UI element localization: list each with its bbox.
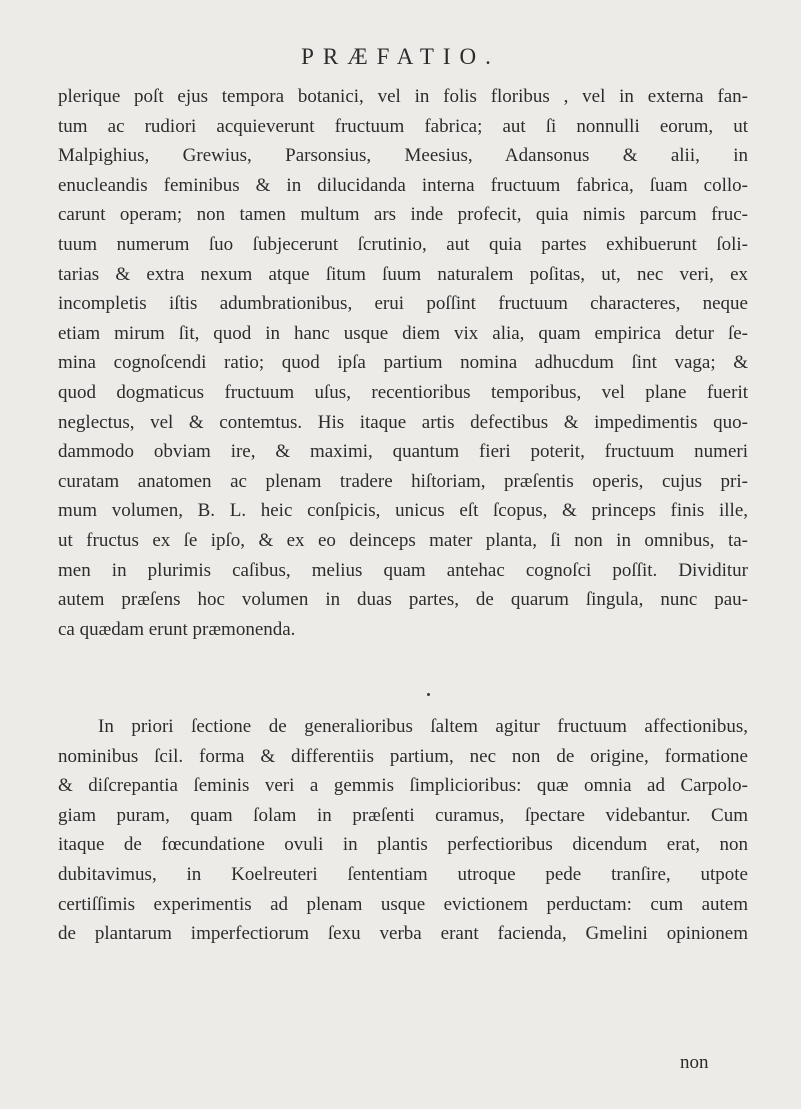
text-line: incompletis iſtis adumbrationibus, erui poſſint fructuum characteres, neque	[58, 293, 748, 315]
text-line: certiſſimis experimentis ad plenam usque evictionem perductam: cum autem	[58, 893, 748, 915]
paragraph-1	[58, 82, 748, 644]
text-line: itaque de fœcundatione ovuli in plantis perfectioribus dicendum erat, non	[58, 834, 748, 856]
text-line: plerique poſt ejus tempora botanici, vel in folis floribus , vel in externa fan-	[58, 86, 748, 107]
text-line: Malpighius, Grewius, Parsonsius, Meesius, Adansonus & alii, in	[58, 145, 748, 167]
text-line: curatam anatomen ac plenam tradere hiſtoriam, præſentis operis, cujus pri-	[58, 470, 748, 492]
text-line: ut fructus ex ſe ipſo, & ex eo deinceps mater planta, ſi non in omnibus, ta-	[58, 529, 748, 551]
text-line: & diſcrepantia ſeminis veri a gemmis ſimplicioribus: quæ omnia ad Carpolo-	[58, 775, 748, 797]
text-line: quod dogmaticus fructuum uſus, recentioribus temporibus, vel plane fuerit	[58, 381, 748, 403]
text-line: giam puram, quam ſolam in præſenti curamus, ſpectare videbantur. Cum	[58, 804, 748, 826]
text-line: carunt operam; non tamen multum ars inde profecit, quia nimis parcum fruc-	[58, 204, 748, 226]
text-line: de plantarum imperfectiorum ſexu verba erant facienda, Gmelini opinionem	[58, 923, 748, 945]
text-line: enucleandis feminibus & in dilucidanda interna fructuum fabrica, ſuam collo-	[58, 174, 748, 196]
text-line: men in plurimis caſibus, melius quam antehac cognoſci poſſit. Dividitur	[58, 559, 748, 581]
text-line: etiam mirum ſit, quod in hanc usque diem vix alia, quam empirica detur ſe-	[58, 322, 748, 344]
text-line: nominibus ſcil. forma & differentiis partium, nec non de origine, formatione	[58, 745, 748, 767]
page-header-title: PRÆFATIO.	[301, 44, 500, 69]
text-line: ca quædam erunt præmonenda.	[58, 618, 296, 640]
text-line: neglectus, vel & contemtus. His itaque artis defectibus & impedimentis quo-	[58, 411, 748, 433]
text-line: autem præſens hoc volumen in duas partes, de quarum ſingula, nunc pau-	[58, 589, 748, 611]
text-line: tum ac rudiori acquieverunt fructuum fabrica; aut ſi nonnulli eorum, ut	[58, 115, 748, 137]
text-line: dammodo obviam ire, & maximi, quantum fieri poterit, fructuum numeri	[58, 441, 748, 463]
text-line: tuum numerum ſuo ſubjecerunt ſcrutinio, aut quia partes exhibuerunt ſoli-	[58, 233, 748, 255]
catchword: non	[680, 1052, 709, 1073]
text-line: mina cognoſcendi ratio; quod ipſa partium nomina adhucdum ſint vaga; &	[58, 352, 748, 374]
text-line: mum volumen, B. L. heic conſpicis, unicus eſt ſcopus, & princeps finis ille,	[58, 500, 748, 522]
text-line: dubitavimus, in Koelreuteri ſententiam utroque pede tranſire, utpote	[58, 863, 748, 885]
text-line: In priori ſectione de generalioribus ſaltem agitur fructuum affectionibus,	[98, 716, 748, 737]
text-line: tarias & extra nexum atque ſitum ſuum naturalem poſitas, ut, nec veri, ex	[58, 263, 748, 285]
stray-ink-mark	[427, 693, 430, 696]
paragraph-2	[58, 712, 748, 949]
